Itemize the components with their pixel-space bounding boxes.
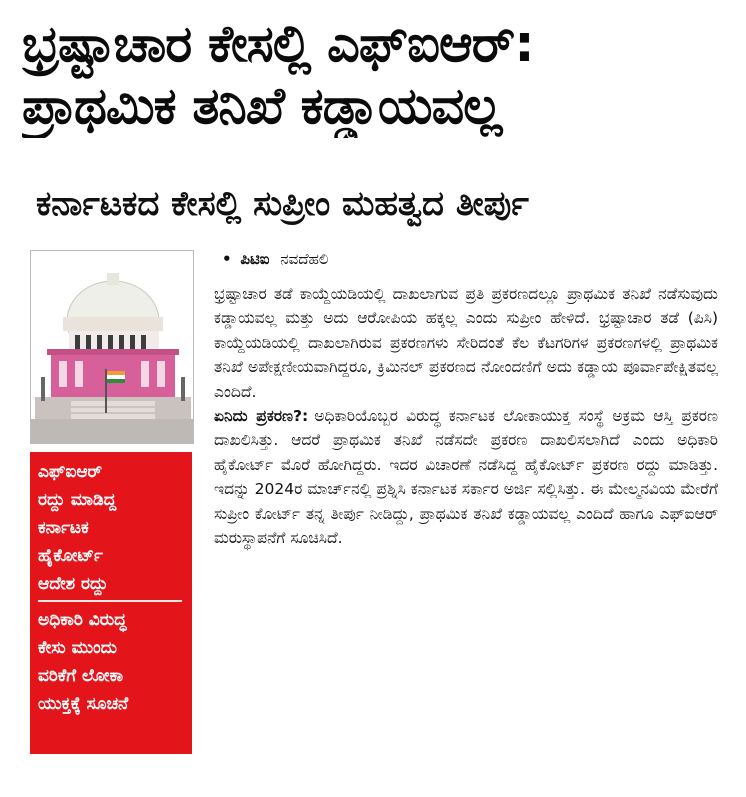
headline-line-1: ಭ್ರಷ್ಟಾಚಾರ ಕೇಸಲ್ಲಿ ಎಫ್‌ಐಆರ್:: [22, 15, 534, 74]
byline-agency: ಪಿಟಿಐ: [240, 250, 270, 268]
sidebar-point-2: ಅಧಿಕಾರಿ ವಿರುದ್ಧ ಕೇಸು ಮುಂದು ವರಿಕೆಗೆ ಲೋಕಾ ಯುಕ್ತಕ್ಕೆ ಸೂಚನೆ: [38, 610, 129, 714]
headline: [22, 14, 732, 138]
supreme-court-illustration: [31, 251, 193, 443]
byline: [222, 248, 329, 270]
sidebar-highlights: [30, 452, 192, 754]
article-paragraph-2-text: ಅಧಿಕಾರಿಯೊಬ್ಬರ ವಿರುದ್ಧ ಕರ್ನಾಟಕ ಲೋಕಾಯುಕ್ತ ಸಂಸ್ಥೆ ಅಕ್ರಮ ಆಸ್ತಿ ಪ್ರಕರಣ ದಾಖಲಿಸಿತ್ತು. ಆದರೆ ಪ್ರಾಥಮಿಕ ತನಿಖೆ ನಡೆಸದೇ ಪ್ರಕರಣ ದಾಖಲಿಸಲಾಗಿದೆ ಎಂದು ಅಧಿಕಾರಿ ಹೈಕೋರ್ಟ್ ಮೊರೆ ಹೋಗಿದ್ದರು. ಇದರ ವಿಚಾರಣೆ ನಡೆಸಿದ್ದ ಹೈಕೋರ್ಟ್ ಪ್ರಕರಣ ರದ್ದು ಮಾಡಿತ್ತು. ಇದನ್ನು 2024ರ ಮಾರ್ಚ್‌ನಲ್ಲಿ ಪ್ರಶ್ನಿಸಿ ಕರ್ನಾಟಕ ಸರ್ಕಾರ ಅರ್ಜಿ ಸಲ್ಲಿಸಿತ್ತು. ಈ ಮೇಲ್ಮನವಿಯ ಮೇರೆಗೆ ಸುಪ್ರೀಂ ಕೋರ್ಟ್ ತನ್ನ ತೀರ್ಪು ನೀಡಿದ್ದು, ಪ್ರಾಥಮಿಕ ತನಿಖೆ ಕಡ್ಡಾಯವಲ್ಲ ಎಂದಿದೆ ಹಾಗೂ ಎಫ್‌ಐಆರ್ ಮರುಸ್ಥಾಪನೆಗೆ ಸೂಚಿಸಿದೆ.: [214, 407, 718, 548]
headline-line-2: ಪ್ರಾಥಮಿಕ ತನಿಖೆ ಕಡ್ಡಾಯವಲ್ಲ: [22, 77, 502, 136]
article-body: [214, 282, 718, 550]
supreme-court-photo: [30, 250, 194, 444]
byline-location: ನವದೆಹಲಿ: [280, 250, 329, 268]
sidebar-point-1: ಎಫ್‌ಐಆರ್ ರದ್ದು ಮಾಡಿದ್ದ ಕರ್ನಾಟಕ ಹೈಕೋರ್ಟ್ ಆದೇಶ ರದ್ದು: [38, 462, 117, 594]
article-paragraph-1: ಭ್ರಷ್ಟಾಚಾರ ತಡೆ ಕಾಯ್ದೆಯಡಿಯಲ್ಲಿ ದಾಖಲಾಗುವ ಪ್ರತಿ ಪ್ರಕರಣದಲ್ಲೂ ಪ್ರಾಥಮಿಕ ತನಿಖೆ ನಡೆಸುವುದು ಕಡ್ಡಾಯವಲ್ಲ ಮತ್ತು ಅದು ಆರೋಪಿಯ ಹಕ್ಕಲ್ಲ ಎಂದು ಸುಪ್ರೀಂ ಹೇಳಿದೆ. ಭ್ರಷ್ಟಾಚಾರ ತಡೆ (ಪಿಸಿ) ಕಾಯ್ದೆಯಡಿಯಲ್ಲಿ ದಾಖಲಾಗಿರುವ ಪ್ರಕರಣಗಳು ಸೇರಿದಂತೆ ಕೆಲ ಕೆಟಗರಿಗಳ ಪ್ರಕರಣಗಳಲ್ಲಿ ಪ್ರಾಥಮಿಕ ತನಿಖೆ ಅಪೇಕ್ಷಣೀಯವಾಗಿದ್ದರೂ, ಕ್ರಿಮಿನಲ್ ಪ್ರಕರಣದ ನೋಂದಣಿಗೆ ಅದು ಕಡ್ಡಾಯ ಪೂರ್ವಾಪೇಕ್ಷಿತವಲ್ಲ ಎಂದಿದೆ.: [214, 285, 718, 401]
subheadline: ಕರ್ನಾಟಕದ ಕೇಸಲ್ಲಿ ಸುಪ್ರೀಂ ಮಹತ್ವದ ತೀರ್ಪು: [36, 184, 529, 224]
sidebar-divider: [38, 600, 182, 602]
article-paragraph-2: [214, 404, 718, 550]
article-kicker: ಏನಿದು ಪ್ರಕರಣ?:: [214, 407, 309, 426]
byline-bullet: •: [222, 250, 232, 268]
